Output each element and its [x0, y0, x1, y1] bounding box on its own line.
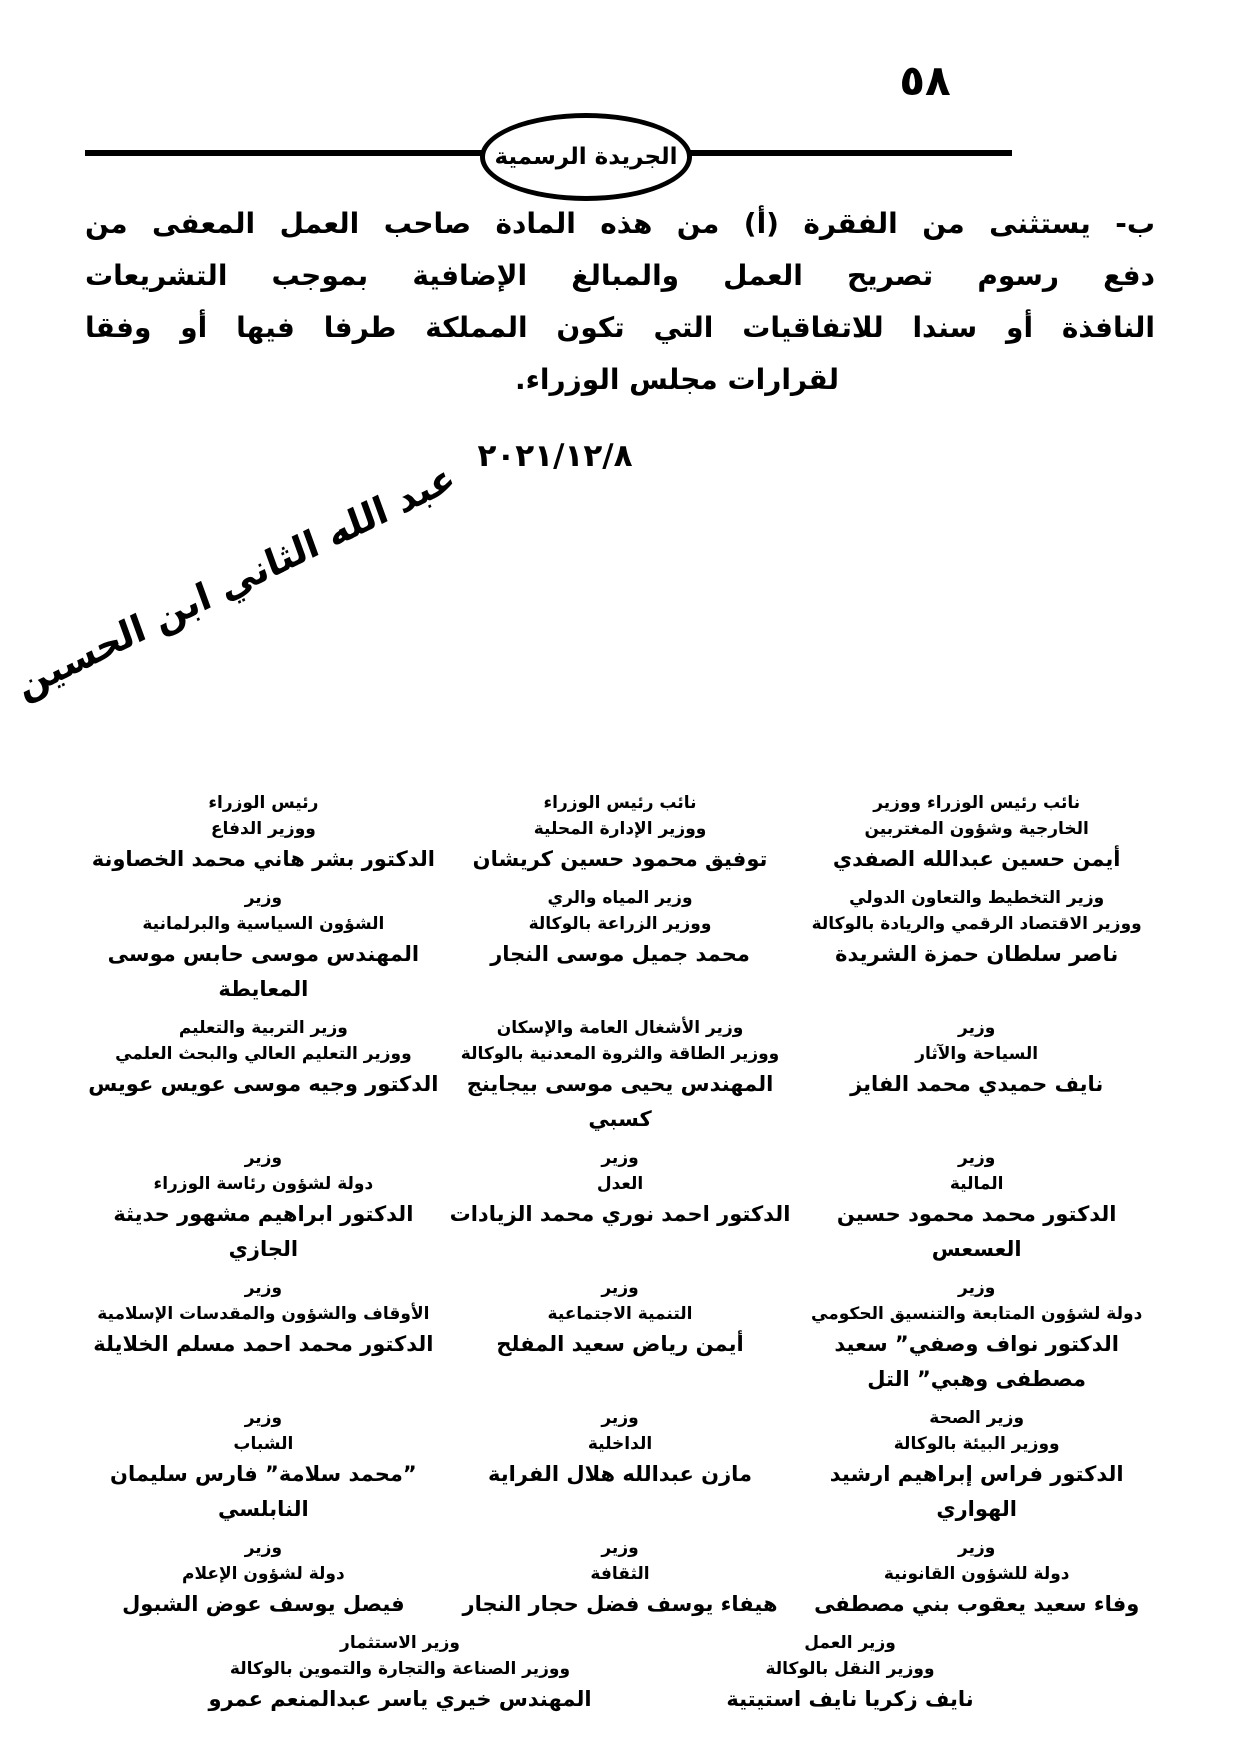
minister-name: أيمن رياض سعيد المفلح	[496, 1332, 744, 1356]
minister-title: المالية	[949, 1174, 1004, 1194]
minister-cell	[798, 885, 1155, 1007]
royal-signature: عبد الله الثاني ابن الحسين	[11, 454, 461, 708]
ministers-row	[85, 1145, 1155, 1267]
minister-cell	[798, 790, 1155, 877]
minister-title: وزير	[244, 1278, 283, 1298]
minister-title: دولة لشؤون الإعلام	[182, 1564, 345, 1584]
minister-title: ووزير البيئة بالوكالة	[893, 1434, 1060, 1454]
minister-cell	[640, 1630, 1060, 1717]
minister-cell	[798, 1535, 1155, 1622]
decree-line: دفع رسوم تصريح العمل والمبالغ الإضافية بموجب التشريعات	[85, 259, 1155, 292]
minister-title: التنمية الاجتماعية	[547, 1304, 693, 1324]
ministers-row	[85, 1275, 1155, 1397]
minister-title: الداخلية	[587, 1434, 653, 1454]
minister-title: وزير الأشغال العامة والإسكان	[496, 1018, 744, 1038]
minister-title: وزير	[244, 888, 283, 908]
ministers-row	[85, 1535, 1155, 1622]
minister-name: الدكتور ابراهيم مشهور حديثة الجازي	[113, 1202, 414, 1261]
minister-name: الدكتور وجيه موسى عويس عويس	[88, 1072, 439, 1096]
minister-title: الأوقاف والشؤون والمقدسات الإسلامية	[97, 1304, 430, 1324]
minister-title: وزير	[601, 1538, 639, 1558]
minister-title: الشباب	[233, 1434, 294, 1454]
decree-line: لقرارات مجلس الوزراء.	[514, 363, 839, 396]
minister-title: وزير	[244, 1148, 283, 1168]
minister-title: الخارجية وشؤون المغتربين	[864, 819, 1089, 839]
minister-name: الدكتور نواف وصفي” سعيد مصطفى وهبي” التل	[834, 1332, 1119, 1391]
ministers-row	[85, 1015, 1155, 1137]
minister-cell	[85, 1145, 442, 1267]
minister-title: ووزير النقل بالوكالة	[765, 1659, 935, 1679]
minister-cell	[442, 790, 799, 877]
page-number: ٥٨	[899, 56, 951, 105]
minister-name: مازن عبدالله هلال الفراية	[487, 1462, 753, 1486]
minister-cell	[798, 1405, 1155, 1527]
minister-title: العدل	[596, 1174, 644, 1194]
minister-cell	[442, 1275, 799, 1397]
minister-title: دولة لشؤون رئاسة الوزراء	[153, 1174, 374, 1194]
minister-title: دولة للشؤون القانونية	[883, 1564, 1070, 1584]
minister-name: الدكتور محمد احمد مسلم الخلايلة	[93, 1332, 434, 1356]
minister-title: وزير المياه والري	[547, 888, 693, 908]
ministers-row	[85, 790, 1155, 877]
minister-cell	[85, 1535, 442, 1622]
minister-title: نائب رئيس الوزراء ووزير	[873, 793, 1081, 813]
minister-cell	[442, 1405, 799, 1527]
minister-cell	[442, 1535, 799, 1622]
minister-name: توفيق محمود حسين كريشان	[472, 847, 768, 871]
minister-cell	[798, 1015, 1155, 1137]
minister-name: نايف حميدي محمد الفايز	[850, 1072, 1104, 1096]
minister-name: المهندس موسى حابس موسى المعايطة	[107, 942, 420, 1001]
minister-title: وزير	[601, 1148, 639, 1168]
minister-title: السياحة والآثار	[915, 1044, 1039, 1064]
minister-name: الدكتور محمد محمود حسين العسعس	[836, 1202, 1117, 1261]
ministers-row	[85, 1630, 1155, 1717]
ministers-row	[85, 885, 1155, 1007]
minister-title: وزير العمل	[804, 1633, 896, 1653]
minister-title: وزير الاستثمار	[340, 1633, 460, 1653]
decree-line: ب- يستثنى من الفقرة (أ) من هذه المادة صاحب العمل المعفى من	[85, 207, 1155, 240]
minister-title: وزير	[958, 1278, 996, 1298]
minister-cell	[85, 1405, 442, 1527]
minister-cell	[442, 885, 799, 1007]
minister-title: رئيس الوزراء	[208, 793, 319, 813]
minister-cell	[442, 1145, 799, 1267]
minister-title: ووزير الطاقة والثروة المعدنية بالوكالة	[460, 1044, 780, 1064]
minister-name: هيفاء يوسف فضل حجار النجار	[462, 1592, 778, 1616]
minister-name: الدكتور بشر هاني محمد الخصاونة	[91, 847, 435, 871]
minister-title: ووزير الزراعة بالوكالة	[528, 914, 712, 934]
minister-name: الدكتور احمد نوري محمد الزيادات	[449, 1202, 791, 1226]
minister-name: وفاء سعيد يعقوب بني مصطفى	[814, 1592, 1140, 1616]
minister-title: ووزير الدفاع	[210, 819, 316, 839]
minister-name: محمد جميل موسى النجار	[490, 942, 750, 966]
gazette-title-badge	[480, 113, 692, 201]
minister-title: ووزير الصناعة والتجارة والتموين بالوكالة	[229, 1659, 571, 1679]
minister-name: نايف زكريا نايف استيتية	[726, 1687, 974, 1711]
minister-cell	[85, 1015, 442, 1137]
minister-title: وزير	[958, 1148, 996, 1168]
minister-name: ”محمد سلامة” فارس سليمان النابلسي	[110, 1462, 417, 1521]
minister-title: وزير التخطيط والتعاون الدولي	[849, 888, 1105, 908]
minister-title: وزير	[601, 1408, 639, 1428]
minister-cell	[798, 1275, 1155, 1397]
minister-name: ناصر سلطان حمزة الشريدة	[835, 942, 1119, 966]
minister-title: وزير التربية والتعليم	[178, 1018, 348, 1038]
ministers-grid	[85, 790, 1155, 1725]
minister-title: وزير	[958, 1018, 996, 1038]
minister-cell	[798, 1145, 1155, 1267]
decree-paragraph	[85, 198, 1155, 406]
minister-name: المهندس خيري ياسر عبدالمنعم عمرو	[208, 1687, 592, 1711]
minister-title: وزير	[958, 1538, 996, 1558]
minister-title: دولة لشؤون المتابعة والتنسيق الحكومي	[811, 1304, 1143, 1324]
gazette-title: الجريدة الرسمية	[494, 144, 678, 170]
minister-title: ووزير الإدارة المحلية	[533, 819, 707, 839]
minister-title: وزير	[244, 1538, 283, 1558]
minister-cell	[85, 885, 442, 1007]
minister-title: ووزير التعليم العالي والبحث العلمي	[115, 1044, 412, 1064]
decree-date: ٢٠٢١/١٢/٨	[477, 438, 633, 474]
minister-name: المهندس يحيى موسى بيجاينج كسبي	[466, 1072, 774, 1131]
minister-name: أيمن حسين عبدالله الصفدي	[832, 847, 1121, 871]
minister-cell	[442, 1015, 799, 1137]
minister-title: نائب رئيس الوزراء	[543, 793, 697, 813]
ministers-row	[85, 1405, 1155, 1527]
decree-line: النافذة أو سندا للاتفاقيات التي تكون المملكة طرفا فيها أو وفقا	[85, 311, 1155, 344]
minister-title: الثقافة	[590, 1564, 650, 1584]
minister-cell	[85, 790, 442, 877]
minister-name: الدكتور فراس إبراهيم ارشيد الهواري	[829, 1462, 1124, 1521]
minister-title: ووزير الاقتصاد الرقمي والريادة بالوكالة	[811, 914, 1142, 934]
minister-title: وزير	[601, 1278, 639, 1298]
minister-title: وزير الصحة	[929, 1408, 1025, 1428]
minister-cell	[190, 1630, 610, 1717]
minister-name: فيصل يوسف عوض الشبول	[122, 1592, 405, 1616]
minister-title: الشؤون السياسية والبرلمانية	[142, 914, 385, 934]
minister-title: وزير	[244, 1408, 283, 1428]
minister-cell	[85, 1275, 442, 1397]
